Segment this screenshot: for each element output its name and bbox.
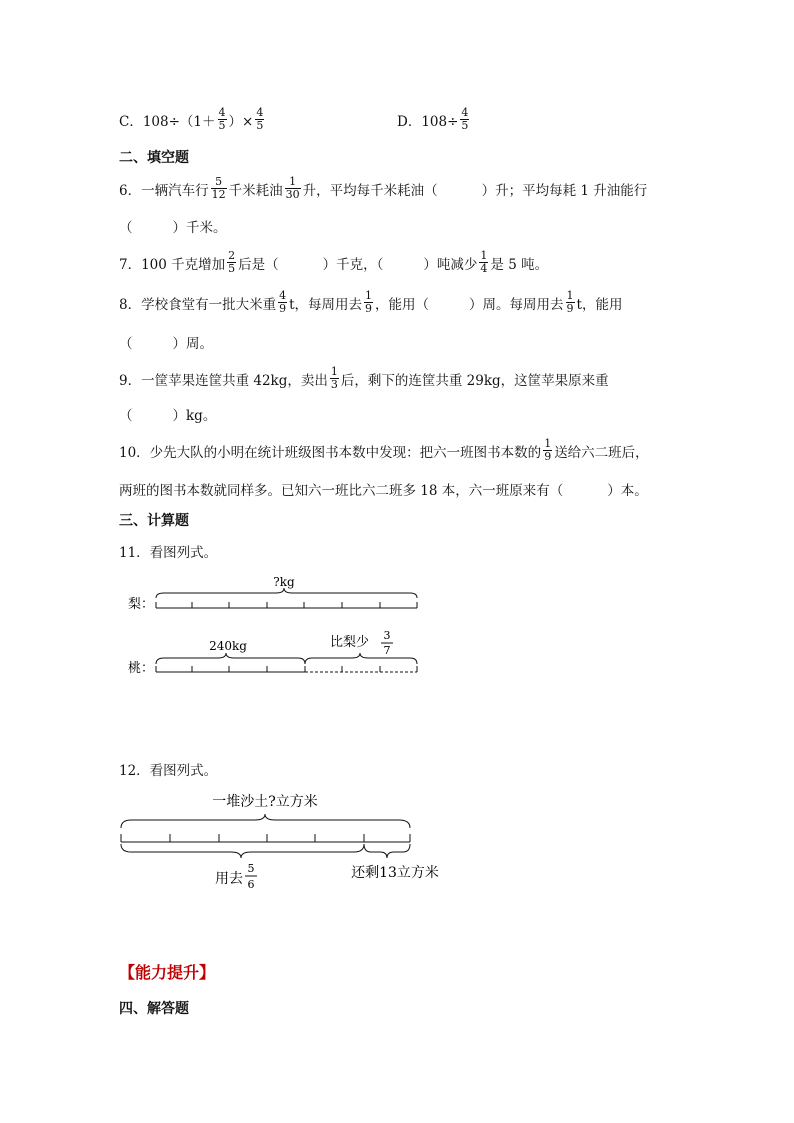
- fraction: [330, 366, 339, 391]
- fraction: [227, 250, 236, 275]
- fraction: [364, 290, 373, 315]
- q9-open: （: [119, 408, 133, 424]
- q12-used-label: 用去: [215, 871, 243, 887]
- q11-top-label: ?kg: [273, 575, 295, 589]
- q7-text-e: 是 5 吨。: [490, 256, 549, 273]
- denominator: 5: [461, 119, 469, 132]
- numerator: 4: [461, 106, 469, 119]
- peach-segment-bar: [156, 666, 417, 672]
- q10-text-line2: 两班的图书本数就同样多。已知六一班比六二班多 18 本，六一班原来有（: [119, 483, 564, 499]
- q8-close: ）周。: [172, 336, 213, 352]
- option-d-text: D．108÷: [397, 113, 459, 130]
- fraction: [218, 107, 227, 132]
- fraction: [479, 250, 488, 275]
- question-9: [119, 366, 609, 391]
- option-c-text: C．108÷（1＋: [119, 113, 216, 130]
- less-fraction-numerator: 3: [383, 629, 391, 642]
- q10-close: ）本。: [607, 483, 648, 499]
- q12-used-fraction-denominator: 6: [247, 878, 255, 891]
- peach-label: 桃：: [128, 661, 155, 676]
- fraction: [566, 290, 575, 315]
- q12-used-fraction-numerator: 5: [247, 862, 255, 875]
- peach-less-brace: [305, 653, 417, 664]
- denominator: 9: [365, 302, 373, 315]
- denominator: 4: [480, 262, 488, 275]
- pear-brace: [156, 588, 417, 598]
- question-11-title: 11．看图列式。: [119, 545, 218, 561]
- ability-heading: 【能力提升】: [119, 963, 216, 982]
- q6-open: （: [119, 220, 133, 236]
- numerator: 2: [228, 249, 236, 262]
- section-heading-3: 三、计算题: [119, 513, 189, 529]
- q8-text-b: t，每周用去: [289, 296, 363, 313]
- q12-left-label: 还剩13立方米: [351, 865, 439, 881]
- q8-text-a: 8．学校食堂有一批大米重: [119, 296, 277, 313]
- numerator: 1: [330, 365, 338, 378]
- numerator: 4: [279, 289, 287, 302]
- q8-open: （: [119, 336, 133, 352]
- numerator: 4: [256, 106, 264, 119]
- numerator: 1: [480, 249, 488, 262]
- fraction: [255, 107, 264, 132]
- section-heading-2: 二、填空题: [119, 150, 189, 166]
- denominator: 9: [544, 450, 552, 463]
- peach-known-label: 240kg: [209, 639, 247, 653]
- q6-close: ）千米。: [172, 220, 227, 236]
- fraction: [543, 438, 552, 463]
- option-c-mid: ）×: [228, 113, 254, 130]
- q6-text-c: 升，平均每千米耗油（: [302, 182, 438, 199]
- option-d: [397, 107, 471, 132]
- numerator: 1: [566, 289, 574, 302]
- q12-top-label: 一堆沙土?立方米: [212, 794, 318, 810]
- numerator: 1: [365, 289, 373, 302]
- q6-text-b: 千米耗油: [228, 182, 283, 199]
- denominator: 30: [285, 188, 300, 201]
- q12-total-brace: [121, 814, 410, 828]
- fraction: [278, 290, 287, 315]
- denominator: 5: [256, 119, 264, 132]
- section-heading-4: 四、解答题: [119, 1001, 189, 1017]
- denominator: 9: [566, 302, 574, 315]
- q12-line-diagram: [115, 788, 455, 898]
- question-12-title: 12．看图列式。: [119, 763, 218, 779]
- denominator: 5: [218, 119, 226, 132]
- question-7: [119, 250, 548, 275]
- q11-line-diagram: [120, 570, 430, 680]
- q10-text-b: 送给六二班后，: [554, 444, 649, 461]
- question-10: [119, 438, 649, 463]
- denominator: 12: [211, 188, 226, 201]
- q8-text-d: ）周。每周用去: [469, 296, 564, 313]
- q9-close: ）kg。: [172, 408, 217, 424]
- q8-text-c: ，能用（: [375, 296, 430, 313]
- fraction: [460, 107, 469, 132]
- denominator: 9: [279, 302, 287, 315]
- q7-text-b: 后是（: [238, 256, 279, 273]
- q9-text-a: 9．一筐苹果连筐共重 42kg，卖出: [119, 372, 328, 389]
- q7-text-d: ）吨减少: [423, 256, 478, 273]
- question-8: [119, 290, 622, 315]
- question-6: [119, 176, 647, 201]
- less-fraction-denominator: 7: [383, 644, 391, 657]
- fraction: [285, 176, 301, 201]
- numerator: 5: [215, 175, 223, 188]
- q8-text-e: t，能用: [576, 296, 623, 313]
- q12-used-brace: [121, 844, 364, 858]
- fraction: [211, 176, 227, 201]
- q7-text-c: ）千克，（: [322, 256, 384, 273]
- question-10-line2: [119, 479, 648, 499]
- q10-text-a: 10．少先大队的小明在统计班级图书本数中发现：把六一班图书本数的: [119, 444, 542, 461]
- numerator: 4: [218, 106, 226, 119]
- q7-text-a: 7．100 千克增加: [119, 256, 226, 273]
- q6-text-a: 6．一辆汽车行: [119, 182, 209, 199]
- pear-segment-bar: [156, 602, 417, 608]
- pear-label: 梨：: [128, 597, 155, 612]
- option-c: [119, 107, 266, 132]
- numerator: 1: [289, 175, 297, 188]
- denominator: 3: [330, 378, 338, 391]
- q9-text-b: 后，剩下的连筐共重 29kg，这筐苹果原来重: [340, 372, 609, 389]
- question-6-line2: [119, 216, 227, 236]
- q12-left-brace: [364, 844, 410, 858]
- question-8-line2: [119, 332, 213, 352]
- numerator: 1: [544, 437, 552, 450]
- question-9-line2: [119, 404, 216, 424]
- denominator: 5: [228, 262, 236, 275]
- q6-text-d: ）升；平均每耗 1 升油能行: [481, 182, 648, 199]
- peach-known-brace: [156, 653, 305, 664]
- q12-segment-bar: [121, 834, 410, 842]
- less-label: 比梨少: [330, 635, 370, 650]
